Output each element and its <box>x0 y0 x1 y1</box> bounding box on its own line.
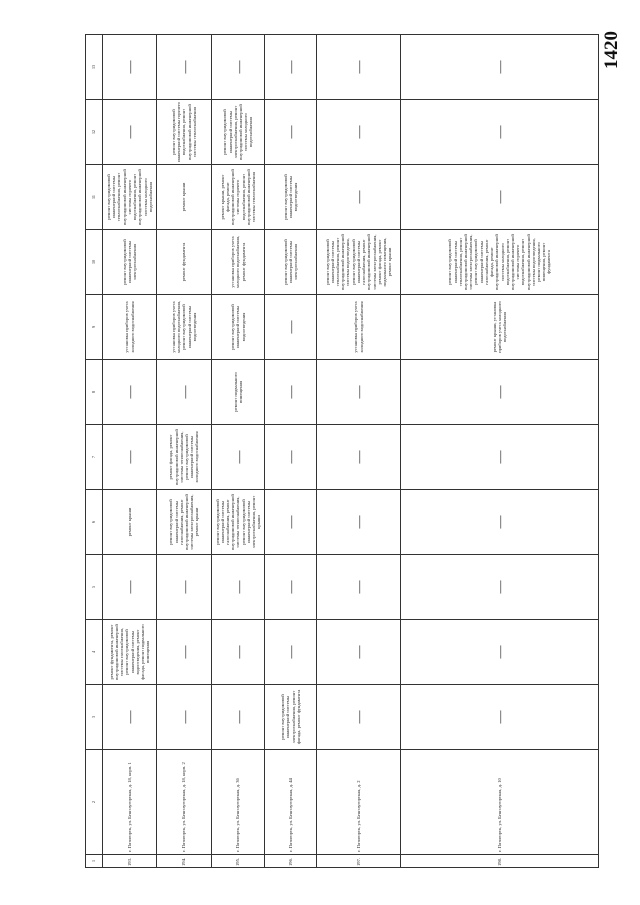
table-cell: — <box>265 100 317 165</box>
column-number-cell: 8 <box>86 360 103 425</box>
table-cell: — <box>103 100 157 165</box>
table-row <box>401 35 599 868</box>
table-cell: ремонт внутридомовой инженерной системы газоснабжения, ремонт внутридомовой инженерной системы электроснабжения, ремонт крыши <box>157 490 212 555</box>
table-cell: ремонт внутридомовой инженерной системы теплоснабжения, ремонт внутридомовой инженерной системы горячего водоснабжения, ремонт внутридомовой инженерной системы холодного водоснабжения <box>103 165 157 230</box>
table-cell: — <box>157 685 212 750</box>
table-cell: — <box>317 620 401 685</box>
works-table-body <box>86 35 599 868</box>
column-number-cell: 6 <box>86 490 103 555</box>
table-cell: установка приборов учета холодного водоснабжения <box>103 295 157 360</box>
table-cell: — <box>265 360 317 425</box>
table-cell: — <box>317 165 401 230</box>
table-cell: — <box>265 425 317 490</box>
table-cell: — <box>317 685 401 750</box>
address-cell: г. Пятигорск, ул. Бештаугорская, д. 2 <box>317 750 401 855</box>
row-number-cell: 197. <box>317 855 401 868</box>
table-cell: — <box>265 620 317 685</box>
table-cell: — <box>212 620 265 685</box>
table-cell: ремонт внутридомовой инженерной системы электроснабжения <box>265 230 317 295</box>
table-cell: — <box>212 425 265 490</box>
column-number-cell: 12 <box>86 100 103 165</box>
row-number-cell: 193. <box>103 855 157 868</box>
table-cell: ремонт внутридомовой инженерной системы горячего водоснабжения, ремонт внутридомовой инженерной системы теплоснабжения <box>157 100 212 165</box>
row-number-cell: 195. <box>212 855 265 868</box>
table-cell: ремонт фундамента, ремонт внутридомовой инженерной системы газоснабжения, ремонт внутридомовой инженерной системы водоотведения, ремонт фасада, ремонт подвального помещения <box>103 620 157 685</box>
table-cell: ремонт внутридомовой инженерной системы электроснабжения <box>103 230 157 295</box>
table-cell: — <box>103 425 157 490</box>
table-cell: ремонт внутридомовой инженерной системы газоснабжения, ремонт внутридомовой инженерной системы теплоснабжения, ремонт внутридомовой инженерной системы электроснабжения, ремонт крыши <box>212 490 265 555</box>
table-cell: ремонт крыши, установка приборов учета холодного водоснабжения <box>401 295 599 360</box>
address-cell: г. Пятигорск, ул. Бештаугорская, д. 36 <box>212 750 265 855</box>
table-cell: ремонт подвального помещения <box>212 360 265 425</box>
address-cell: г. Пятигорск, ул. Бештаугорская, д. 44 <box>265 750 317 855</box>
table-cell: ремонт внутридомовой инженерной системы теплоснабжения, ремонт внутридомовой инженерной системы электроснабжения, ремонт внутридомовой инженерной системы газоснабжения, ремонт фасада, ремонт внутридомовой инженерной системы холодного водоснабжения, ремонт внутридомовой инженерной системы горячего водоснабжения, ремонт внутридомовой инженерной системы водоотведения, ремонт подвального помещения, ремонт фундамента <box>401 230 599 295</box>
table-cell: — <box>157 555 212 620</box>
table-cell: ремонт внутридомовой инженерной системы водоотведения <box>212 295 265 360</box>
address-cell: г. Пятигорск, ул. Бештаугорская, д. 18, корп. 2 <box>157 750 212 855</box>
table-cell: — <box>401 425 599 490</box>
table-cell: — <box>265 35 317 100</box>
table-wrapper <box>85 35 598 868</box>
table-cell: ремонт внутридомовой инженерной системы электроснабжения, ремонт внутридомовой инженерной системы холодного водоснабжения <box>212 100 265 165</box>
row-number-cell: 198. <box>401 855 599 868</box>
table-cell: ремонт крыши <box>157 165 212 230</box>
table-cell: — <box>401 35 599 100</box>
page-number: 1420 <box>601 31 622 69</box>
table-cell: — <box>157 620 212 685</box>
table-cell: — <box>212 685 265 750</box>
table-cell: — <box>317 490 401 555</box>
table-cell: ремонт фундамента <box>157 230 212 295</box>
table-cell: ремонт внутридомовой инженерной системы водоотведения <box>265 165 317 230</box>
table-cell: — <box>401 685 599 750</box>
table-row <box>103 35 157 868</box>
table-cell: ремонт фасада, ремонт внутридомовой инженерной системы теплоснабжения, ремонт внутридомовой инженерной системы холодного водоснабжения <box>157 425 212 490</box>
table-cell: — <box>265 555 317 620</box>
column-number-cell: 1 <box>86 855 103 868</box>
table-cell: — <box>103 685 157 750</box>
table-cell: ремонт внутридомовой инженерной системы теплоснабжения, ремонт внутридомовой инженерной системы водоотведения, ремонт внутридомовой инженерной системы газоснабжения, ремонт внутридомовой инженерной системы электроснабжения, ремонт фасада, ремонт подвального помещения, ремонт крыши <box>317 230 401 295</box>
column-number-cell: 2 <box>86 750 103 855</box>
column-number-cell: 3 <box>86 685 103 750</box>
column-number-cell: 4 <box>86 620 103 685</box>
table-cell: — <box>317 100 401 165</box>
table-cell: — <box>212 555 265 620</box>
table-cell: — <box>157 35 212 100</box>
table-cell: установка приборов учета холодного водоснабжения, ремонт внутридомовой инженерной системы водоотведения <box>157 295 212 360</box>
table-cell: — <box>317 360 401 425</box>
address-cell: г. Пятигорск, ул. Бештаугорская, д. 10 <box>401 750 599 855</box>
table-cell: — <box>157 360 212 425</box>
table-cell: — <box>103 555 157 620</box>
table-cell: — <box>103 360 157 425</box>
column-number-cell: 9 <box>86 295 103 360</box>
table-cell: — <box>265 490 317 555</box>
table-cell: — <box>401 620 599 685</box>
table-cell: ремонт крыши, ремонт фасада, ремонт внутридомовой инженерной системы горячего водоснабжения, ремонт внутридомовой инженерной системы теплоснабжения <box>212 165 265 230</box>
row-number-cell: 194. <box>157 855 212 868</box>
column-number-cell: 13 <box>86 35 103 100</box>
table-cell: — <box>317 35 401 100</box>
column-number-cell: 10 <box>86 230 103 295</box>
table-cell: — <box>317 555 401 620</box>
works-table <box>85 34 599 868</box>
table-cell: — <box>401 100 599 165</box>
table-cell: — <box>103 35 157 100</box>
table-cell: установка приборов учета холодного водоснабжения, ремонт фундамента <box>212 230 265 295</box>
table-row <box>265 35 317 868</box>
header-row <box>86 35 103 868</box>
table-cell: — <box>401 165 599 230</box>
table-cell: — <box>265 295 317 360</box>
column-number-cell: 11 <box>86 165 103 230</box>
table-cell: — <box>317 425 401 490</box>
table-cell: — <box>401 555 599 620</box>
column-number-cell: 7 <box>86 425 103 490</box>
table-cell: ремонт крыши <box>103 490 157 555</box>
row-number-cell: 196. <box>265 855 317 868</box>
table-cell: — <box>212 35 265 100</box>
table-cell: — <box>401 490 599 555</box>
address-cell: г. Пятигорск, ул. Бештаугорская, д. 18, корп. 1 <box>103 750 157 855</box>
table-row <box>157 35 212 868</box>
table-row <box>317 35 401 868</box>
column-number-cell: 5 <box>86 555 103 620</box>
table-cell: установка приборов учета холодного водоснабжения <box>317 295 401 360</box>
table-row <box>212 35 265 868</box>
table-cell: — <box>401 360 599 425</box>
table-cell: ремонт внутридомовой инженерной системы электроснабжения, ремонт фасада, ремонт фундамента <box>265 685 317 750</box>
